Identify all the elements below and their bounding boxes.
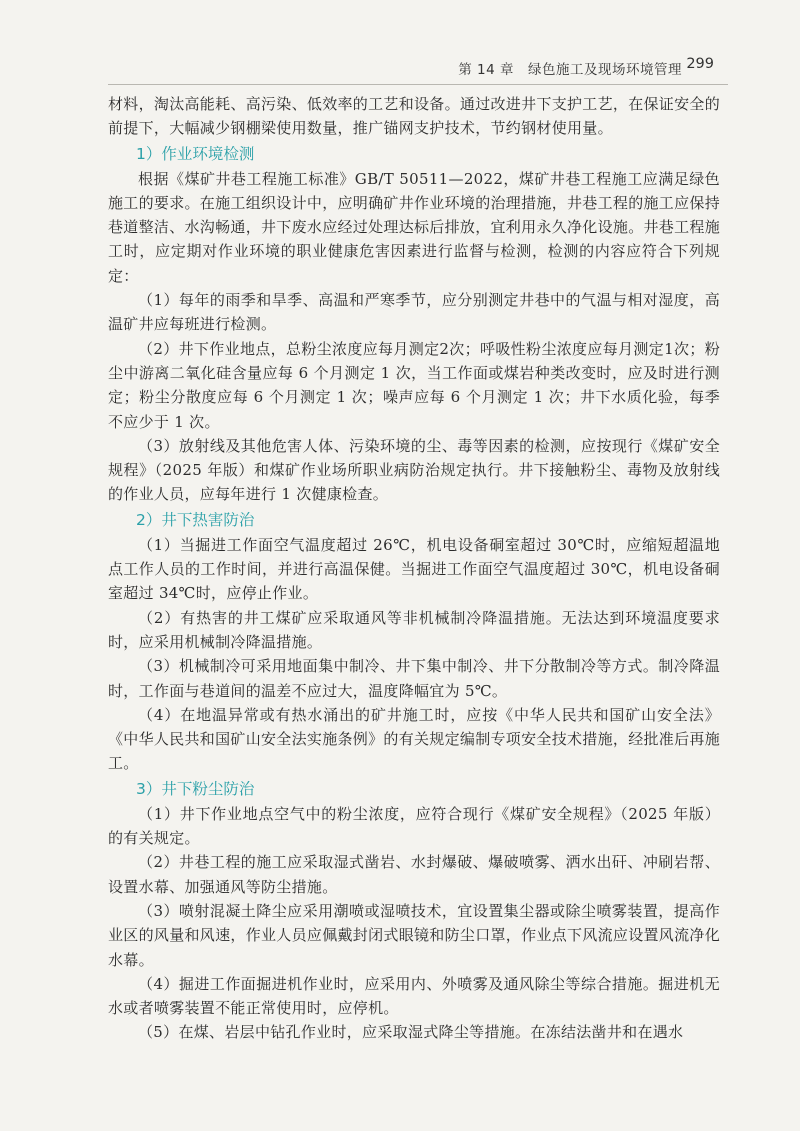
list-item: （2）井下作业地点，总粉尘浓度应每月测定2次；呼吸性粉尘浓度应每月测定1次；粉尘中游离二氧化硅含量应每 6 个月测定 1 次，当工作面或煤岩种类改变时，应及时进行测定；粉尘分散度应每 6 个月测定 1 次；噪声应每 6 个月测定 1 次；井下水质化验，每季不应少于 1 次。 [108,339,720,431]
list-item: （1）每年的雨季和旱季、高温和严寒季节，应分别测定井巷中的气温与相对湿度，高温矿井应每班进行检测。 [108,291,720,334]
list-item: （3）放射线及其他危害人体、污染环境的尘、毒等因素的检测，应按现行《煤矿安全规程》（2025 年版）和煤矿作业场所职业病防治规定执行。井下接触粉尘、毒物及放射线的作业人员，应每年进行 1 次健康检查。 [108,436,720,504]
section-heading-1: 1）作业环境检测 [136,144,255,163]
list-item: （4）掘进工作面掘进机作业时，应采用内、外喷雾及通风除尘等综合措施。掘进机无水或者喷雾装置不能正常使用时，应停机。 [108,974,720,1018]
chapter-number: 第 14 章 [458,62,514,78]
list-item: （4）在地温异常或有热水涌出的矿井施工时，应按《中华人民共和国矿山安全法》《中华人民共和国矿山安全法实施条例》的有关规定编制专项安全技术措施，经批准后再施工。 [108,705,721,773]
list-item: （1）当掘进工作面空气温度超过 26℃，机电设备硐室超过 30℃时，应缩短超温地点工作人员的工作时间，并进行高温保健。当掘进工作面空气温度超过 30℃，机电设备硐室超过 34℃时，应停止作业。 [108,535,720,603]
chapter-title: 绿色施工及现场环境管理 [528,62,682,78]
paragraph-intro: 材料，淘汰高能耗、高污染、低效率的工艺和设备。通过改进井下支护工艺，在保证安全的前提下，大幅减少钢棚梁使用数量，推广锚网支护技术，节约钢材使用量。 [108,95,721,138]
list-item: （5）在煤、岩层中钻孔作业时，应采取湿式降尘等措施。在冻结法凿井和在遇水 [138,1023,684,1042]
page-number: 299 [686,56,714,72]
paragraph: 根据《煤矿井巷工程施工标准》GB/T 50511—2022，煤矿井巷工程施工应满足绿色施工的要求。在施工组织设计中，应明确矿井作业环境的治理措施，井巷工程的施工应保持巷道整洁、水沟畅通，井下废水应经过处理达标后排放，宜利用永久净化设施。井巷工程施工时，应定期对作业环境的职业健康危害因素进行监督与检测，检测的内容应符合下列规定： [108,169,721,285]
list-item: （3）喷射混凝土降尘应采用潮喷或湿喷技术，宜设置集尘器或除尘喷雾装置，提高作业区的风量和风速，作业人员应佩戴封闭式眼镜和防尘口罩，作业点下风流应设置风流净化水幕。 [108,901,721,969]
list-item: （3）机械制冷可采用地面集中制冷、井下集中制冷、井下分散制冷等方式。制冷降温时，工作面与巷道间的温差不应过大，温度降幅宜为 5℃。 [108,657,720,700]
section-heading-3: 3）井下粉尘防治 [136,779,255,798]
list-item: （1）井下作业地点空气中的粉尘浓度，应符合现行《煤矿安全规程》（2025 年版）的有关规定。 [108,804,720,848]
list-item: （2）井巷工程的施工应采取湿式凿岩、水封爆破、爆破喷雾、洒水出矸、冲刷岩帮、设置水幕、加强通风等防尘措施。 [108,853,720,896]
section-heading-2: 2）井下热害防治 [136,510,255,529]
list-item: （2）有热害的井工煤矿应采取通风等非机械制冷降温措施。无法达到环境温度要求时，应采用机械制冷降温措施。 [108,608,720,651]
running-head [458,58,682,78]
header-divider [108,84,728,85]
page-header [0,0,800,86]
body-text [108,92,720,1045]
